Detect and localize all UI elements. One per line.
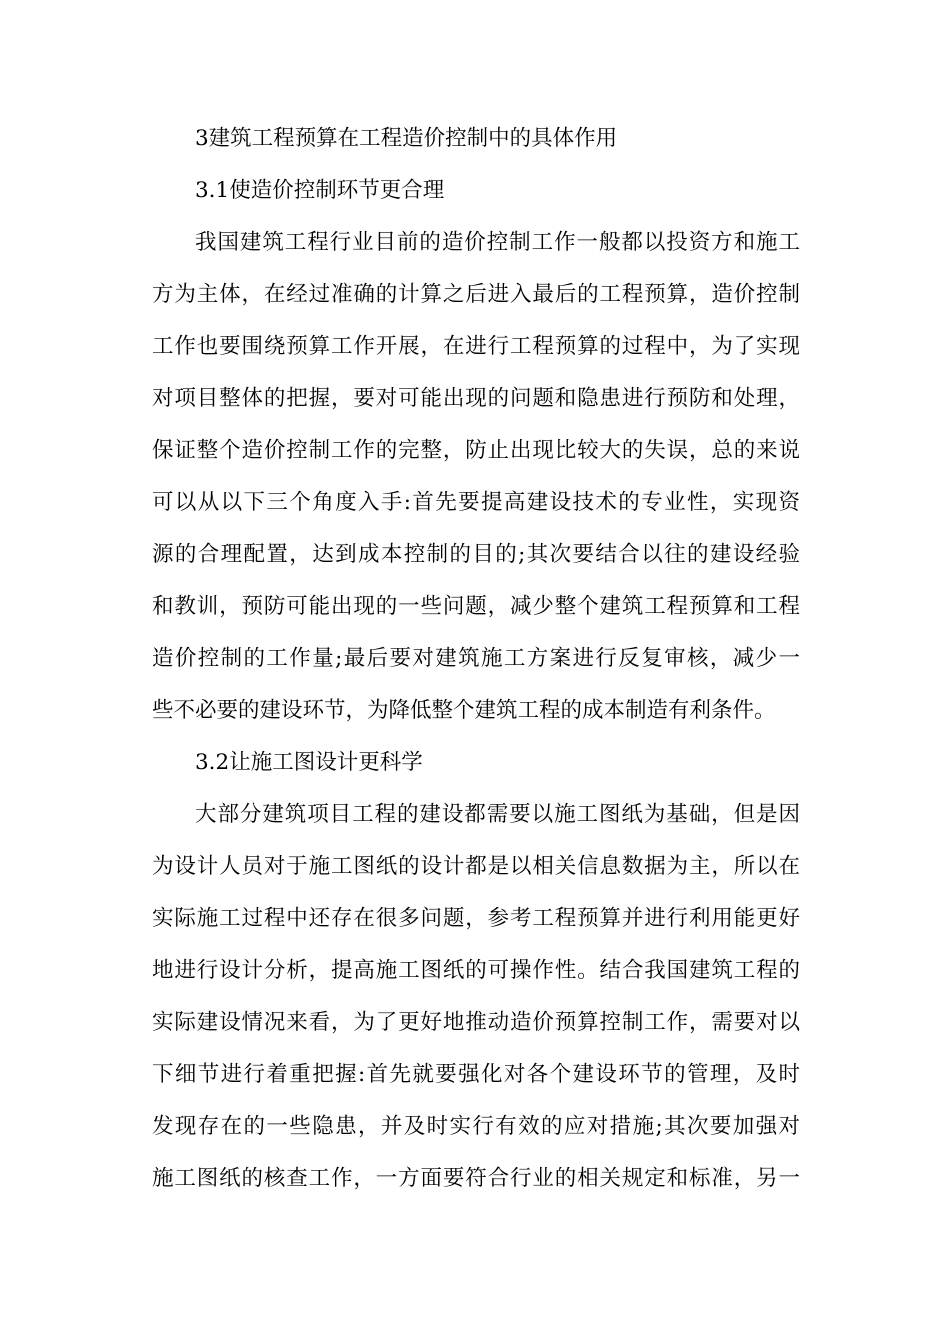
section-heading-3: 3建筑工程预算在工程造价控制中的具体作用 (195, 126, 618, 151)
paragraph-line: 造价控制的工作量;最后要对建筑施工方案进行反复审核，减少一 (152, 646, 800, 671)
paragraph-line: 方为主体，在经过准确的计算之后进入最后的工程预算，造价控制 (152, 282, 800, 307)
paragraph-line: 和教训，预防可能出现的一些问题，减少整个建筑工程预算和工程 (152, 594, 800, 619)
paragraph-line: 可以从以下三个角度入手:首先要提高建设技术的专业性，实现资 (152, 490, 800, 515)
paragraph-line: 地进行设计分析，提高施工图纸的可操作性。结合我国建筑工程的 (152, 958, 800, 983)
paragraph-line: 为设计人员对于施工图纸的设计都是以相关信息数据为主，所以在 (152, 854, 800, 879)
paragraph-line: 下细节进行着重把握:首先就要强化对各个建设环节的管理，及时 (152, 1062, 800, 1087)
paragraph-line: 实际建设情况来看，为了更好地推动造价预算控制工作，需要对以 (152, 1010, 800, 1035)
paragraph-line: 发现存在的一些隐患，并及时实行有效的应对措施;其次要加强对 (152, 1114, 800, 1139)
paragraph-line: 对项目整体的把握，要对可能出现的问题和隐患进行预防和处理， (152, 386, 800, 411)
paragraph-line: 工作也要围绕预算工作开展，在进行工程预算的过程中，为了实现 (152, 334, 800, 359)
paragraph-3-2 (152, 789, 800, 1205)
paragraph-3-1 (152, 217, 800, 737)
paragraph-line: 大部分建筑项目工程的建设都需要以施工图纸为基础，但是因 (195, 802, 800, 827)
paragraph-line: 保证整个造价控制工作的完整，防止出现比较大的失误，总的来说 (152, 438, 800, 463)
section-heading-3-2: 3.2让施工图设计更科学 (195, 750, 423, 775)
paragraph-line: 我国建筑工程行业目前的造价控制工作一般都以投资方和施工 (195, 230, 800, 255)
document-body (152, 113, 800, 1205)
section-heading-3-1: 3.1使造价控制环节更合理 (195, 178, 445, 203)
paragraph-line: 实际施工过程中还存在很多问题，参考工程预算并进行利用能更好 (152, 906, 800, 931)
paragraph-line: 源的合理配置，达到成本控制的目的;其次要结合以往的建设经验 (152, 542, 800, 567)
paragraph-line: 施工图纸的核查工作，一方面要符合行业的相关规定和标准，另一 (152, 1166, 800, 1191)
paragraph-line: 些不必要的建设环节，为降低整个建筑工程的成本制造有利条件。 (152, 698, 776, 723)
